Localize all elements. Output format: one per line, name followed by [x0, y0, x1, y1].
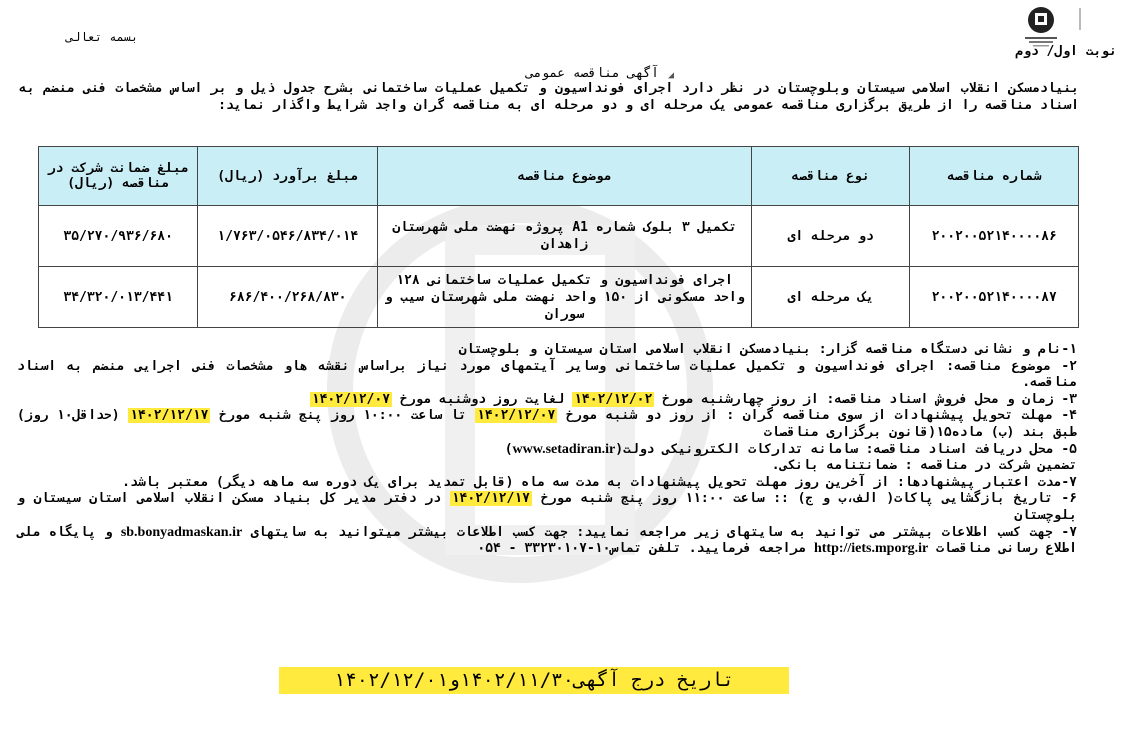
- date-highlight: ۱۴۰۲/۱۲/۰۷: [477, 408, 556, 424]
- header-divider: [1079, 8, 1081, 30]
- condition-5: ۵- محل دریافت اسناد مناقصه: سامانه تدارکات الکترونیکی دولت(www.setadiran.ir): [504, 441, 1077, 457]
- table-header-row: [39, 147, 1079, 206]
- basmala-text: بسمه تعالی: [66, 30, 139, 44]
- conditions-list: [17, 342, 1077, 558]
- bullet-icon: ◢: [667, 70, 674, 81]
- cell-number: ۲۰۰۲۰۰۵۲۱۴۰۰۰۰۸۶: [910, 206, 1079, 267]
- condition-1: ۱-نام و نشانی دستگاه مناقصه گزار: بنیادمسکن انقلاب اسلامی استان سیستان و بلوچستان: [458, 342, 1077, 357]
- col-header-type: نوع مناقصه: [751, 147, 910, 206]
- date-highlight: ۱۴۰۲/۱۲/۱۷: [451, 491, 530, 507]
- table-row: [39, 267, 1079, 328]
- cell-type: یک مرحله ای: [751, 267, 910, 328]
- condition-2: ۲- موضوع مناقصه: اجرای فونداسیون و تکمیل عملیات ساختمانی وسایر آیتمهای مورد نیاز براساس نقشه هاو مشخصات فنی اجرایی منضم به اسناد مناقصه.: [17, 358, 1077, 391]
- col-header-estimate: مبلغ برآورد (ریال): [198, 147, 378, 206]
- condition-guarantee: تضمین شرکت در مناقصه : ضمانتنامه بانکی.: [771, 458, 1077, 474]
- tender-table: [38, 146, 1079, 328]
- date-highlight: ۱۴۰۲/۱۲/۰۷: [311, 391, 391, 407]
- condition-6: ۶- تاریخ بازگشایی پاکات( الف،ب و ج) :: ساعت ۱۱:۰۰ روز پنج شنبه مورخ ۱۴۰۲/۱۲/۱۷ در دفتر مدیر کل بنیاد مسکن انقلاب اسلامی استان سیستان و بلوچستان: [17, 491, 1078, 523]
- cell-type: دو مرحله ای: [751, 206, 910, 267]
- setadiran-link[interactable]: www.setadiran.ir: [512, 441, 616, 457]
- condition-4: ۴- مهلت تحویل پیشنهادات از سوی مناقصه گران : از روز دو شنبه مورخ ۱۴۰۲/۱۲/۰۷ تا ساعت ۱۰:۰۰ روز پنج شنبه مورخ ۱۴۰۲/۱۲/۱۷ (حداقل۱۰ روز) طبق بند (ب) ماده۱۵(قانون برگزاری مناقصات: [17, 408, 1077, 440]
- cell-guarantee: ۳۵/۲۷۰/۹۳۶/۶۸۰: [39, 206, 198, 267]
- col-header-subject: موضوع مناقصه: [378, 147, 752, 206]
- publication-date: تاریخ درج آگهی۱۴۰۲/۱۱/۳۰و۱۴۰۲/۱۲/۰۱: [279, 667, 789, 694]
- round-label: نوبت اول/ دوم: [1015, 44, 1117, 59]
- iets-link[interactable]: http://iets.mporg.ir: [813, 541, 929, 557]
- bonyad-link[interactable]: sb.bonyadmaskan.ir: [120, 524, 243, 540]
- intro-paragraph: بنیادمسکن انقلاب اسلامی سیستان وبلوچستان در نظر دارد اجرای فونداسیون و تکمیل عملیات ساختمانی بشرح جدول ذیل و بر اساس مشخصات فنی منضم به اسناد مناقصه را از طریق برگزاری مناقصه عمومی یک مرحله ای و دو مرحله ای به مناقصه گران واجد شرایط واگذار نماید:: [19, 81, 1079, 113]
- col-header-number: شماره مناقصه: [910, 147, 1079, 206]
- cell-subject: اجرای فونداسیون و تکمیل عملیات ساختمانی ۱۲۸ واحد مسکونی از ۱۵۰ واحد نهضت ملی شهرستان سیب و سوران: [378, 267, 752, 328]
- condition-info: ۷- جهت کسب اطلاعات بیشتر می توانید به سایتهای زیر مراجعه نمایید: جهت کسب اطلاعات بیشتر میتوانید به سایتهای sb.bonyadmaskan.ir و پایگاه ملی اطلاع رسانی مناقصات http://iets.mporg.ir مراجعه فرمایید. تلفن تماس۱۰-۳۳۲۳۰۱۰۷ - ۰۵۴: [17, 524, 1078, 557]
- condition-validity: ۷-مدت اعتبار پیشنهادها: از آخرین روز مهلت تحویل پیشنهادات به مدت سه ماه (قابل تمدید برای یک دوره سه ماهه دیگر) معتبر باشد.: [122, 474, 1077, 490]
- date-highlight: ۱۴۰۲/۱۲/۱۷: [130, 408, 209, 424]
- cell-subject: تکمیل ۳ بلوک شماره A1 پروژه نهضت ملی شهرستان زاهدان: [378, 206, 752, 267]
- cell-number: ۲۰۰۲۰۰۵۲۱۴۰۰۰۰۸۷: [910, 267, 1079, 328]
- condition-3: ۳- زمان و محل فروش اسناد مناقصه: از روز چهارشنبه مورخ ۱۴۰۲/۱۲/۰۲ لغایت روز دوشنبه مورخ ۱۴۰۲/۱۲/۰۷: [311, 391, 1077, 407]
- cell-estimate: ۶۸۶/۴۰۰/۲۶۸/۸۳۰: [198, 267, 378, 328]
- table-row: [39, 206, 1079, 267]
- page-title: آگهی مناقصه عمومی: [525, 66, 659, 81]
- date-highlight: ۱۴۰۲/۱۲/۰۲: [574, 391, 653, 407]
- bonyad-maskan-logo-icon: [1015, 4, 1067, 48]
- cell-estimate: ۱/۷۶۳/۰۵۴۶/۸۳۴/۰۱۴: [198, 206, 378, 267]
- cell-guarantee: ۳۴/۳۲۰/۰۱۳/۴۴۱: [39, 267, 198, 328]
- col-header-guarantee: مبلغ ضمانت شرکت در مناقصه (ریال): [39, 147, 198, 206]
